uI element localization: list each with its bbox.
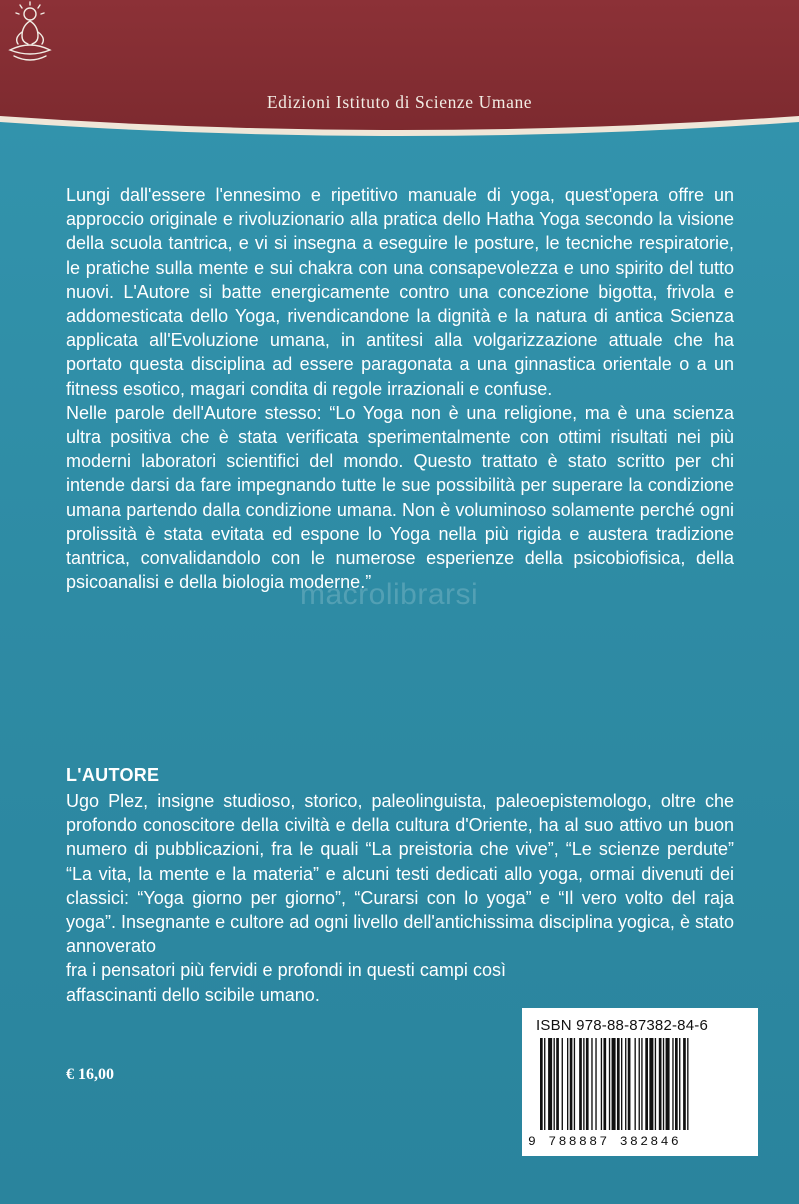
meditating-figure-logo: [0, 0, 60, 68]
barcode-bar: [603, 1038, 606, 1130]
header-band: [0, 0, 799, 150]
barcode-bar: [556, 1038, 559, 1130]
barcode-bar: [554, 1038, 555, 1130]
barcode-bar: [628, 1038, 631, 1130]
barcode-bar: [583, 1038, 584, 1130]
publisher-name: Edizioni Istituto di Scienze Umane: [266, 92, 533, 112]
barcode-bars: [536, 1038, 746, 1132]
barcode-bar: [672, 1038, 673, 1130]
barcode-bar: [641, 1038, 642, 1130]
barcode-bar: [609, 1038, 610, 1130]
barcode-bar: [586, 1038, 589, 1130]
barcode-bar: [645, 1038, 648, 1130]
barcode-bar: [687, 1038, 688, 1130]
barcode-bar: [567, 1038, 568, 1130]
barcode-bar: [649, 1038, 653, 1130]
barcode-bar: [562, 1038, 563, 1130]
author-heading: L'AUTORE: [66, 765, 160, 785]
book-description: [66, 183, 734, 594]
barcode-bar: [635, 1038, 636, 1130]
barcode-bar: [601, 1038, 602, 1130]
barcode-bar: [663, 1038, 664, 1130]
barcode-bar: [683, 1038, 686, 1130]
barcode-bar: [544, 1038, 545, 1130]
header-band-shape: [0, 0, 799, 150]
barcode-bar: [655, 1038, 656, 1130]
barcode-bar: [659, 1038, 662, 1130]
barcode-bar: [570, 1038, 573, 1130]
description-paragraph-1: Lungi dall'essere l'ennesimo e ripetitivo manuale di yoga, quest'opera offre un approccio originale e rivoluzionario alla pratica dello Hatha Yoga secondo la visione della scuola tantrica, e vi si insegna a eseguire le posture, le tecniche respiratorie, le pratiche sulla mente e sui chakra con una consapevolezza e uno spirito del tutto nuovi. L'Autore si batte energicamente contro una concezione bigotta, frivola e addomesticata dello Yoga, rivendicandone la dignità e la natura di antica Scienza applicata all'Evoluzione umana, in antitesi alla volgarizzazione attuale che ha portato questa disciplina ad essere paragonata a una ginnastica orientale o a un fitness esotico, magari condita di regole irrazionali e confuse.: [66, 185, 734, 399]
barcode-bar: [574, 1038, 575, 1130]
watermark-text: macrolibrarsi: [300, 578, 479, 611]
isbn-barcode: [522, 1008, 758, 1156]
author-bio-text: Ugo Plez, insigne studioso, storico, paleolinguista, paleoepistemologo, oltre che profondo conoscitore della civiltà e della cultura d'Oriente, ha al suo attivo un buon numero di pubblicazioni, fra le quali “La preistoria che vive”, “Le scienze perdute” “La vita, la mente e la materia” e alcuni testi dedicati allo yoga, ormai divenuti dei classici: “Yoga giorno per giorno”, “Curarsi con lo yoga” e “Il vero volto del raja yoga”. Insegnante e cultore ad ogni livello dell'antichissima disciplina yogica, è stato annoverato: [66, 791, 734, 957]
barcode-bar: [548, 1038, 552, 1130]
price-label: € 16,00: [66, 1066, 114, 1083]
barcode-bar: [639, 1038, 640, 1130]
barcode-bar: [679, 1038, 680, 1130]
barcode-bar: [625, 1038, 626, 1130]
barcode-bar: [540, 1038, 543, 1130]
barcode-bar: [612, 1038, 616, 1130]
author-bio: [66, 789, 734, 1007]
barcode-bar: [591, 1038, 592, 1130]
barcode-bar: [617, 1038, 620, 1130]
author-bio-tail: fra i pensatori più fervidi e profondi in questi campi così affascinanti dello scibile umano.: [66, 960, 506, 1005]
barcode-bar: [579, 1038, 582, 1130]
isbn-label: ISBN 978-88-87382-84-6: [536, 1017, 709, 1034]
barcode-bar: [621, 1038, 622, 1130]
barcode-digits: 9 788887 382846: [528, 1134, 682, 1149]
barcode-bar: [675, 1038, 678, 1130]
barcode-bar: [595, 1038, 596, 1130]
description-paragraph-2: Nelle parole dell'Autore stesso: “Lo Yoga non è una religione, ma è una scienza ultra positiva che è stata verificata sperimentalmente con ottimi risultati nei più moderni laboratori scientifici del mondo. Questo trattato è stato scritto per chi intende darsi da fare impegnando tutte le sue possibilità per superare la condizione umana partendo dalla condizione umana. Non è voluminoso solamente perché ogni prolissità è stata evitata ed espone lo Yoga nella più rigida e austera tradizione tantrica, convalidandolo con le numerose esperienze della psicobiofisica, della psicoanalisi e della biologia moderne.”: [66, 402, 734, 593]
barcode-bar: [666, 1038, 670, 1130]
